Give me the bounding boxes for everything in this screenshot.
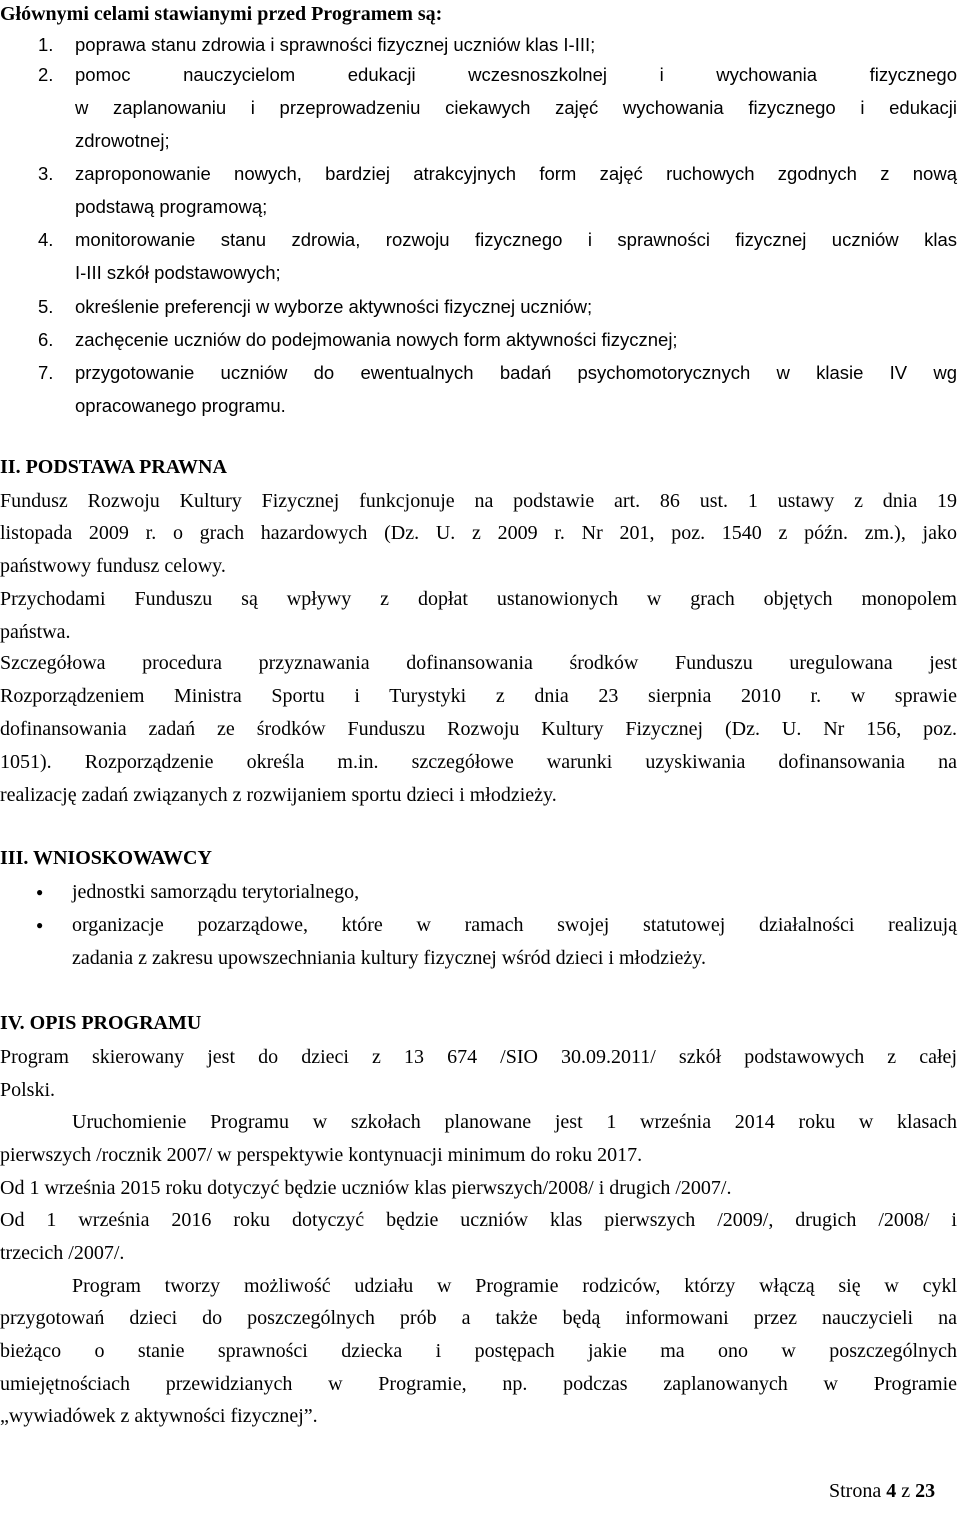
paragraph-line: bieżąco o stanie sprawności dziecka i postępach jakie ma ono w poszczególnych <box>0 1340 957 1362</box>
paragraph-line: Szczegółowa procedura przyznawania dofinansowania środków Funduszu uregulowana jest <box>0 652 957 674</box>
paragraph-line: Rozporządzeniem Ministra Sportu i Turystyki z dnia 23 sierpnia 2010 r. w sprawie <box>0 685 957 707</box>
paragraph-line: Polski. <box>0 1079 56 1101</box>
goal-number: 5. <box>38 296 54 317</box>
paragraph-line: państwa. <box>0 621 71 643</box>
goal-number: 3. <box>38 163 54 184</box>
section-heading: II. PODSTAWA PRAWNA <box>0 456 227 478</box>
goal-number: 4. <box>38 229 54 250</box>
section-heading: IV. OPIS PROGRAMU <box>0 1012 202 1034</box>
paragraph-line: Program tworzy możliwość udziału w Programie rodziców, którzy włączą się w cykl <box>72 1275 957 1297</box>
goal-text: zdrowotnej; <box>75 130 170 151</box>
paragraph-line: państwowy fundusz celowy. <box>0 555 226 577</box>
goal-text: podstawą programową; <box>75 196 268 217</box>
paragraph-line: dofinansowania zadań ze środków Funduszu Rozwoju Kultury Fizycznej (Dz. U. Nr 156, poz. <box>0 718 957 740</box>
goal-text: pomoc nauczycielom edukacji wczesnoszkolnej i wychowania fizycznego <box>75 64 957 85</box>
paragraph-line: umiejętnościach przewidzianych w Programie, np. podczas zaplanowanych w Programie <box>0 1373 957 1395</box>
paragraph-line: listopada 2009 r. o grach hazardowych (Dz. U. z 2009 r. Nr 201, poz. 1540 z późn. zm.), jako <box>0 522 957 544</box>
paragraph-line: realizację zadań związanych z rozwijaniem sportu dzieci i młodzieży. <box>0 784 557 806</box>
goal-number: 1. <box>38 34 54 55</box>
goal-number: 6. <box>38 329 54 350</box>
goal-text: w zaplanowaniu i przeprowadzeniu ciekawych zajęć wychowania fizycznego i edukacji <box>75 97 957 118</box>
paragraph-line: „wywiadówek z aktywności fizycznej”. <box>0 1405 318 1427</box>
footer-page: 4 <box>886 1480 897 1502</box>
paragraph-line: Program skierowany jest do dzieci z 13 674 /SIO 30.09.2011/ szkół podstawowych z całej <box>0 1046 957 1068</box>
bullet-icon: ● <box>36 885 44 899</box>
bullet-text: zadania z zakresu upowszechniania kultury fizycznej wśród dzieci i młodzieży. <box>72 947 706 969</box>
footer-total: 23 <box>915 1480 936 1502</box>
paragraph-line: Fundusz Rozwoju Kultury Fizycznej funkcjonuje na podstawie art. 86 ust. 1 ustawy z dnia 19 <box>0 490 957 512</box>
paragraph-line: 1051). Rozporządzenie określa m.in. szczegółowe warunki uzyskiwania dofinansowania na <box>0 751 957 773</box>
footer-of: z <box>901 1480 911 1502</box>
goal-text: I-III szkół podstawowych; <box>75 262 281 283</box>
goal-text: opracowanego programu. <box>75 395 286 416</box>
page-footer <box>829 1479 935 1503</box>
goal-number: 2. <box>38 64 54 85</box>
goal-text: określenie preferencji w wyborze aktywności fizycznej uczniów; <box>75 296 593 317</box>
bullet-text: organizacje pozarządowe, które w ramach swojej statutowej działalności realizują <box>72 914 957 936</box>
bullet-text: jednostki samorządu terytorialnego, <box>72 881 360 903</box>
paragraph-line: pierwszych /rocznik 2007/ w perspektywie kontynuacji minimum do roku 2017. <box>0 1144 643 1166</box>
paragraph-line: Od 1 września 2016 roku dotyczyć będzie uczniów klas pierwszych /2009/, drugich /2008/ i <box>0 1209 957 1231</box>
goal-number: 7. <box>38 362 54 383</box>
goal-text: zachęcenie uczniów do podejmowania nowych form aktywności fizycznej; <box>75 329 678 350</box>
paragraph-line: przygotowań dzieci do poszczególnych prób a także będą informowani przez nauczycieli na <box>0 1307 957 1329</box>
goal-text: poprawa stanu zdrowia i sprawności fizycznej uczniów klas I-III; <box>75 34 596 55</box>
footer-label: Strona <box>829 1480 882 1502</box>
section-heading: III. WNIOSKOWAWCY <box>0 847 212 869</box>
paragraph-line: trzecich /2007/. <box>0 1242 125 1264</box>
goal-text: monitorowanie stanu zdrowia, rozwoju fizycznego i sprawności fizycznej uczniów klas <box>75 229 957 250</box>
paragraph-line: Od 1 września 2015 roku dotyczyć będzie uczniów klas pierwszych/2008/ i drugich /2007/. <box>0 1177 732 1199</box>
goal-text: zaproponowanie nowych, bardziej atrakcyjnych form zajęć ruchowych zgodnych z nową <box>75 163 957 184</box>
paragraph-line: Przychodami Funduszu są wpływy z dopłat ustanowionych w grach objętych monopolem <box>0 588 957 610</box>
paragraph-line: Uruchomienie Programu w szkołach planowane jest 1 września 2014 roku w klasach <box>72 1111 957 1133</box>
bullet-icon: ● <box>36 918 44 932</box>
intro-heading: Głównymi celami stawianymi przed Programem są: <box>0 3 443 25</box>
goal-text: przygotowanie uczniów do ewentualnych badań psychomotorycznych w klasie IV wg <box>75 362 957 383</box>
